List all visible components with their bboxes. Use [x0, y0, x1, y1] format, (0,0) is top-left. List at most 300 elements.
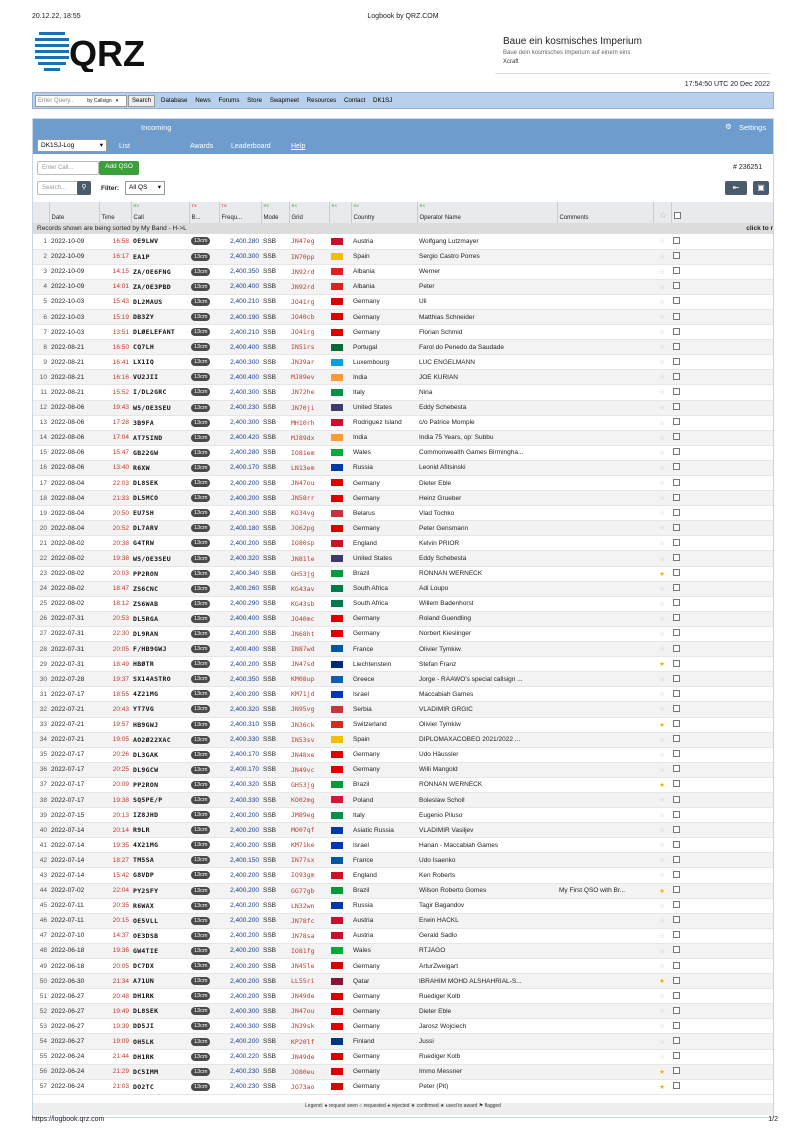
checkbox[interactable]: [673, 826, 680, 833]
confirmed-star-icon[interactable]: ★: [653, 1064, 671, 1079]
table-row[interactable]: [33, 234, 773, 249]
qso-call[interactable]: DL3GAK: [131, 747, 189, 762]
table-row[interactable]: [33, 687, 773, 702]
confirmed-star-icon[interactable]: ★: [653, 1079, 671, 1094]
row-checkbox[interactable]: [671, 672, 773, 687]
row-checkbox[interactable]: [671, 581, 773, 596]
star-icon[interactable]: ☆: [653, 279, 671, 294]
table-row[interactable]: [33, 913, 773, 928]
checkbox[interactable]: [673, 252, 680, 259]
qso-call[interactable]: PP2RON: [131, 777, 189, 792]
checkbox[interactable]: [673, 599, 680, 606]
star-icon[interactable]: ☆: [653, 853, 671, 868]
star-icon[interactable]: ☆: [653, 928, 671, 943]
col-date[interactable]: Date: [49, 202, 99, 223]
qso-call[interactable]: ZS6CNC: [131, 581, 189, 596]
checkbox[interactable]: [673, 237, 680, 244]
table-row[interactable]: [33, 551, 773, 566]
qso-call[interactable]: DL8SEK: [131, 1004, 189, 1019]
qso-call[interactable]: G4TRW: [131, 536, 189, 551]
nav-contact[interactable]: Contact: [343, 97, 366, 104]
table-row[interactable]: [33, 491, 773, 506]
qso-call[interactable]: SQ5PE/P: [131, 792, 189, 807]
star-icon[interactable]: ☆: [653, 370, 671, 385]
checkbox[interactable]: [673, 856, 680, 863]
qso-call[interactable]: I/DL2GRC: [131, 385, 189, 400]
checkbox[interactable]: [673, 297, 680, 304]
qso-call[interactable]: R9LR: [131, 823, 189, 838]
star-icon[interactable]: ☆: [653, 249, 671, 264]
qso-call[interactable]: R6XW: [131, 460, 189, 475]
checkbox[interactable]: [673, 584, 680, 591]
row-checkbox[interactable]: [671, 626, 773, 641]
star-icon[interactable]: ☆: [653, 264, 671, 279]
table-row[interactable]: [33, 1034, 773, 1049]
confirmed-star-icon[interactable]: ★: [653, 777, 671, 792]
qso-call[interactable]: LX1IQ: [131, 355, 189, 370]
qso-call[interactable]: CQ7LH: [131, 340, 189, 355]
table-row[interactable]: [33, 702, 773, 717]
row-checkbox[interactable]: [671, 415, 773, 430]
checkbox[interactable]: [673, 448, 680, 455]
checkbox[interactable]: [673, 343, 680, 350]
nav-swapmeet[interactable]: Swapmeet: [269, 97, 299, 104]
table-row[interactable]: [33, 838, 773, 853]
star-icon[interactable]: ☆: [653, 325, 671, 340]
qso-call[interactable]: IZ8JHD: [131, 808, 189, 823]
table-row[interactable]: [33, 596, 773, 611]
qso-call[interactable]: DC5IMM: [131, 1064, 189, 1079]
star-icon[interactable]: ☆: [653, 400, 671, 415]
star-icon[interactable]: ☆: [653, 551, 671, 566]
qso-call[interactable]: DD5JI: [131, 1019, 189, 1034]
col-call[interactable]: RX Call: [131, 202, 189, 223]
import-icon[interactable]: ⇤: [725, 181, 747, 195]
row-checkbox[interactable]: [671, 611, 773, 626]
row-checkbox[interactable]: [671, 928, 773, 943]
qso-call[interactable]: ZA/OE6FNG: [131, 264, 189, 279]
table-row[interactable]: [33, 340, 773, 355]
checkbox[interactable]: [673, 946, 680, 953]
table-row[interactable]: [33, 868, 773, 883]
row-checkbox[interactable]: [671, 1049, 773, 1064]
table-row[interactable]: [33, 792, 773, 807]
qso-call[interactable]: R6WAX: [131, 898, 189, 913]
checkbox[interactable]: [673, 796, 680, 803]
qso-call[interactable]: DH1RK: [131, 1049, 189, 1064]
tab-awards[interactable]: Awards: [190, 143, 214, 150]
checkbox[interactable]: [673, 962, 680, 969]
star-icon[interactable]: ☆: [653, 1034, 671, 1049]
table-row[interactable]: [33, 415, 773, 430]
star-icon[interactable]: ☆: [653, 445, 671, 460]
checkbox[interactable]: [673, 509, 680, 516]
star-header[interactable]: ☆: [653, 202, 671, 223]
row-checkbox[interactable]: [671, 1019, 773, 1034]
search-button[interactable]: Search: [128, 95, 155, 107]
row-checkbox[interactable]: [671, 294, 773, 309]
table-row[interactable]: [33, 853, 773, 868]
star-icon[interactable]: ☆: [653, 732, 671, 747]
checkbox[interactable]: [673, 569, 680, 576]
gear-icon[interactable]: ⚙: [725, 122, 732, 131]
qso-call[interactable]: 4X21MG: [131, 838, 189, 853]
checkbox[interactable]: [673, 403, 680, 410]
qso-call[interactable]: OE9LWV: [131, 234, 189, 249]
checkbox[interactable]: [673, 886, 680, 893]
confirmed-star-icon[interactable]: ★: [653, 883, 671, 898]
col-grid[interactable]: RX Grid: [289, 202, 329, 223]
checkbox[interactable]: [673, 388, 680, 395]
qso-call[interactable]: EU7SH: [131, 506, 189, 521]
row-checkbox[interactable]: [671, 460, 773, 475]
row-checkbox[interactable]: [671, 702, 773, 717]
tab-help[interactable]: Help: [291, 143, 306, 150]
qso-call[interactable]: HB9GWJ: [131, 717, 189, 732]
checkbox[interactable]: [673, 539, 680, 546]
qso-call[interactable]: A71UN: [131, 974, 189, 989]
export-icon[interactable]: ▣: [753, 181, 769, 195]
tab-list[interactable]: List: [119, 143, 130, 150]
checkbox[interactable]: [673, 705, 680, 712]
star-icon[interactable]: ☆: [653, 943, 671, 958]
qso-call[interactable]: 3B9FA: [131, 415, 189, 430]
qso-call[interactable]: TM5SA: [131, 853, 189, 868]
checkbox[interactable]: [673, 1022, 680, 1029]
checkbox[interactable]: [673, 524, 680, 531]
checkbox[interactable]: [673, 916, 680, 923]
table-row[interactable]: [33, 581, 773, 596]
star-icon[interactable]: ☆: [653, 626, 671, 641]
star-icon[interactable]: ☆: [653, 476, 671, 491]
checkbox[interactable]: [673, 1067, 680, 1074]
row-checkbox[interactable]: [671, 445, 773, 460]
qso-call[interactable]: DH1RK: [131, 989, 189, 1004]
table-row[interactable]: [33, 370, 773, 385]
row-checkbox[interactable]: [671, 385, 773, 400]
star-icon[interactable]: ☆: [653, 234, 671, 249]
table-row[interactable]: [33, 672, 773, 687]
table-row[interactable]: [33, 566, 773, 581]
table-row[interactable]: [33, 476, 773, 491]
row-checkbox[interactable]: [671, 1064, 773, 1079]
sort-click-hint[interactable]: click to r: [653, 223, 773, 234]
qso-call[interactable]: ZA/OE3PBD: [131, 279, 189, 294]
checkbox[interactable]: [673, 463, 680, 470]
row-checkbox[interactable]: [671, 898, 773, 913]
table-row[interactable]: [33, 717, 773, 732]
row-checkbox[interactable]: [671, 762, 773, 777]
row-checkbox[interactable]: [671, 943, 773, 958]
table-row[interactable]: [33, 460, 773, 475]
checkbox[interactable]: [673, 629, 680, 636]
qso-call[interactable]: ZS6WAB: [131, 596, 189, 611]
incoming-link[interactable]: Incoming: [141, 123, 172, 132]
row-checkbox[interactable]: [671, 913, 773, 928]
table-row[interactable]: [33, 309, 773, 324]
search-by-select[interactable]: by Callsign: [87, 98, 112, 104]
star-icon[interactable]: ☆: [653, 460, 671, 475]
row-checkbox[interactable]: [671, 1004, 773, 1019]
col-operator[interactable]: RX Operator Name: [417, 202, 557, 223]
star-icon[interactable]: ☆: [653, 430, 671, 445]
filter-select[interactable]: [125, 181, 165, 195]
checkbox[interactable]: [673, 373, 680, 380]
checkbox[interactable]: [673, 660, 680, 667]
checkbox[interactable]: [673, 614, 680, 621]
add-qso-button[interactable]: Add QSO: [99, 161, 139, 175]
table-row[interactable]: [33, 1049, 773, 1064]
qso-call[interactable]: F/HB9GWJ: [131, 642, 189, 657]
table-row[interactable]: [33, 400, 773, 415]
col-comments[interactable]: Comments: [557, 202, 653, 223]
table-row[interactable]: [33, 808, 773, 823]
row-checkbox[interactable]: [671, 823, 773, 838]
star-icon[interactable]: ☆: [653, 672, 671, 687]
star-icon[interactable]: ☆: [653, 521, 671, 536]
checkbox[interactable]: [673, 1052, 680, 1059]
qso-call[interactable]: DL9GCW: [131, 762, 189, 777]
row-checkbox[interactable]: [671, 596, 773, 611]
star-icon[interactable]: ☆: [653, 581, 671, 596]
table-row[interactable]: [33, 1064, 773, 1079]
row-checkbox[interactable]: [671, 974, 773, 989]
table-row[interactable]: [33, 279, 773, 294]
table-row[interactable]: [33, 883, 773, 898]
row-checkbox[interactable]: [671, 551, 773, 566]
star-icon[interactable]: ☆: [653, 1049, 671, 1064]
table-row[interactable]: [33, 521, 773, 536]
row-checkbox[interactable]: [671, 491, 773, 506]
col-time[interactable]: Time: [99, 202, 131, 223]
row-checkbox[interactable]: [671, 1034, 773, 1049]
qso-call[interactable]: W5/OE3SEU: [131, 551, 189, 566]
checkbox[interactable]: [673, 313, 680, 320]
star-icon[interactable]: ☆: [653, 506, 671, 521]
table-row[interactable]: [33, 657, 773, 672]
table-row[interactable]: [33, 747, 773, 762]
table-row[interactable]: [33, 898, 773, 913]
table-row[interactable]: [33, 325, 773, 340]
qso-call[interactable]: OE5VLL: [131, 913, 189, 928]
row-checkbox[interactable]: [671, 234, 773, 249]
star-icon[interactable]: ☆: [653, 294, 671, 309]
checkbox[interactable]: [673, 977, 680, 984]
table-row[interactable]: [33, 928, 773, 943]
table-row[interactable]: [33, 249, 773, 264]
checkbox[interactable]: [673, 765, 680, 772]
nav-forums[interactable]: Forums: [218, 97, 240, 104]
qso-call[interactable]: GW4TIE: [131, 943, 189, 958]
col-country[interactable]: RX Country: [351, 202, 417, 223]
qso-call[interactable]: AT75IND: [131, 430, 189, 445]
qso-call[interactable]: SX14ASTRO: [131, 672, 189, 687]
star-icon[interactable]: ☆: [653, 385, 671, 400]
checkbox[interactable]: [673, 675, 680, 682]
search-input[interactable]: Search...: [37, 181, 81, 195]
row-checkbox[interactable]: [671, 853, 773, 868]
row-checkbox[interactable]: [671, 687, 773, 702]
row-checkbox[interactable]: [671, 370, 773, 385]
qso-call[interactable]: AO2Ø22XAC: [131, 732, 189, 747]
checkbox[interactable]: [673, 901, 680, 908]
qso-call[interactable]: 4Z21MG: [131, 687, 189, 702]
confirmed-star-icon[interactable]: ★: [653, 974, 671, 989]
table-row[interactable]: [33, 1004, 773, 1019]
qso-call[interactable]: DL2MAUS: [131, 294, 189, 309]
row-checkbox[interactable]: [671, 732, 773, 747]
table-row[interactable]: [33, 943, 773, 958]
qso-call[interactable]: EA1P: [131, 249, 189, 264]
checkbox[interactable]: [673, 841, 680, 848]
checkbox[interactable]: [673, 479, 680, 486]
checkbox[interactable]: [673, 720, 680, 727]
star-icon[interactable]: ☆: [653, 1004, 671, 1019]
row-checkbox[interactable]: [671, 566, 773, 581]
table-row[interactable]: [33, 264, 773, 279]
qso-call[interactable]: G8VDP: [131, 868, 189, 883]
table-row[interactable]: [33, 959, 773, 974]
table-row[interactable]: [33, 355, 773, 370]
table-row[interactable]: [33, 445, 773, 460]
row-checkbox[interactable]: [671, 868, 773, 883]
col-mode[interactable]: RX Mode: [261, 202, 289, 223]
checkbox[interactable]: [673, 267, 680, 274]
star-icon[interactable]: ☆: [653, 838, 671, 853]
table-row[interactable]: [33, 611, 773, 626]
star-icon[interactable]: ☆: [653, 989, 671, 1004]
qso-call[interactable]: OE3DSB: [131, 928, 189, 943]
row-checkbox[interactable]: [671, 506, 773, 521]
table-row[interactable]: [33, 536, 773, 551]
checkbox[interactable]: [673, 1007, 680, 1014]
qrz-logo[interactable]: [33, 28, 163, 72]
checkbox[interactable]: [673, 1082, 680, 1089]
search-icon[interactable]: ⚲: [77, 181, 91, 195]
col-band[interactable]: TX B...: [189, 202, 219, 223]
table-row[interactable]: [33, 777, 773, 792]
star-icon[interactable]: ☆: [653, 611, 671, 626]
checkbox[interactable]: [673, 554, 680, 561]
star-icon[interactable]: ☆: [653, 792, 671, 807]
star-icon[interactable]: ☆: [653, 823, 671, 838]
row-checkbox[interactable]: [671, 747, 773, 762]
row-checkbox[interactable]: [671, 657, 773, 672]
star-icon[interactable]: ☆: [653, 808, 671, 823]
qso-call[interactable]: GB22GW: [131, 445, 189, 460]
qso-call[interactable]: DC7DX: [131, 959, 189, 974]
table-row[interactable]: [33, 1019, 773, 1034]
row-checkbox[interactable]: [671, 264, 773, 279]
qso-call[interactable]: PY2SFY: [131, 883, 189, 898]
star-icon[interactable]: ☆: [653, 415, 671, 430]
qso-call[interactable]: DB3ZY: [131, 309, 189, 324]
checkbox[interactable]: [673, 992, 680, 999]
star-icon[interactable]: ☆: [653, 340, 671, 355]
table-row[interactable]: [33, 385, 773, 400]
row-checkbox[interactable]: [671, 325, 773, 340]
row-checkbox[interactable]: [671, 642, 773, 657]
checkbox[interactable]: [673, 750, 680, 757]
star-icon[interactable]: ☆: [653, 913, 671, 928]
star-icon[interactable]: ☆: [653, 898, 671, 913]
row-checkbox[interactable]: [671, 355, 773, 370]
select-all-header[interactable]: [33, 202, 49, 223]
table-row[interactable]: [33, 823, 773, 838]
row-checkbox[interactable]: [671, 340, 773, 355]
nav-database[interactable]: Database: [161, 97, 188, 104]
table-row[interactable]: [33, 294, 773, 309]
nav-resources[interactable]: Resources: [306, 97, 337, 104]
row-checkbox[interactable]: [671, 1079, 773, 1094]
star-icon[interactable]: ☆: [653, 747, 671, 762]
checkbox[interactable]: [673, 871, 680, 878]
checkbox[interactable]: [673, 282, 680, 289]
qso-call[interactable]: OH5LK: [131, 1034, 189, 1049]
checkbox[interactable]: [673, 1037, 680, 1044]
row-checkbox[interactable]: [671, 279, 773, 294]
star-icon[interactable]: ☆: [653, 309, 671, 324]
checkbox[interactable]: [673, 811, 680, 818]
qso-call[interactable]: DLØELEFANT: [131, 325, 189, 340]
star-icon[interactable]: ☆: [653, 959, 671, 974]
nav-store[interactable]: Store: [247, 97, 262, 104]
star-icon[interactable]: ☆: [653, 687, 671, 702]
qso-call[interactable]: DL5RGA: [131, 611, 189, 626]
qso-call[interactable]: DL9RAN: [131, 626, 189, 641]
table-row[interactable]: [33, 974, 773, 989]
row-checkbox[interactable]: [671, 430, 773, 445]
checkbox[interactable]: [673, 780, 680, 787]
confirmed-star-icon[interactable]: ★: [653, 566, 671, 581]
table-row[interactable]: [33, 732, 773, 747]
table-row[interactable]: [33, 506, 773, 521]
table-row[interactable]: [33, 762, 773, 777]
row-checkbox[interactable]: [671, 838, 773, 853]
confirmed-star-icon[interactable]: ★: [653, 717, 671, 732]
star-icon[interactable]: ☆: [653, 702, 671, 717]
qso-call[interactable]: DO2TC: [131, 1079, 189, 1094]
star-icon[interactable]: ☆: [653, 491, 671, 506]
qso-call[interactable]: DL5MCO: [131, 491, 189, 506]
table-row[interactable]: [33, 430, 773, 445]
confirmed-star-icon[interactable]: ★: [653, 657, 671, 672]
star-icon[interactable]: ☆: [653, 868, 671, 883]
checkbox[interactable]: [673, 494, 680, 501]
table-row[interactable]: [33, 642, 773, 657]
qso-call[interactable]: W5/OE3SEU: [131, 400, 189, 415]
star-icon[interactable]: ☆: [653, 355, 671, 370]
star-icon[interactable]: ☆: [653, 596, 671, 611]
checkbox[interactable]: [673, 645, 680, 652]
row-checkbox[interactable]: [671, 400, 773, 415]
checkbox[interactable]: [673, 433, 680, 440]
table-row[interactable]: [33, 626, 773, 641]
qso-call[interactable]: PP2RON: [131, 566, 189, 581]
row-checkbox[interactable]: [671, 808, 773, 823]
advertisement[interactable]: [495, 28, 770, 74]
qso-call[interactable]: DL7ARV: [131, 521, 189, 536]
checkbox[interactable]: [673, 358, 680, 365]
checkbox[interactable]: [673, 690, 680, 697]
call-input[interactable]: Enter Call...: [37, 161, 99, 175]
checkbox-header[interactable]: [671, 202, 773, 223]
row-checkbox[interactable]: [671, 536, 773, 551]
checkbox[interactable]: [673, 418, 680, 425]
settings-link[interactable]: Settings: [739, 123, 767, 132]
table-row[interactable]: [33, 989, 773, 1004]
checkbox[interactable]: [673, 735, 680, 742]
